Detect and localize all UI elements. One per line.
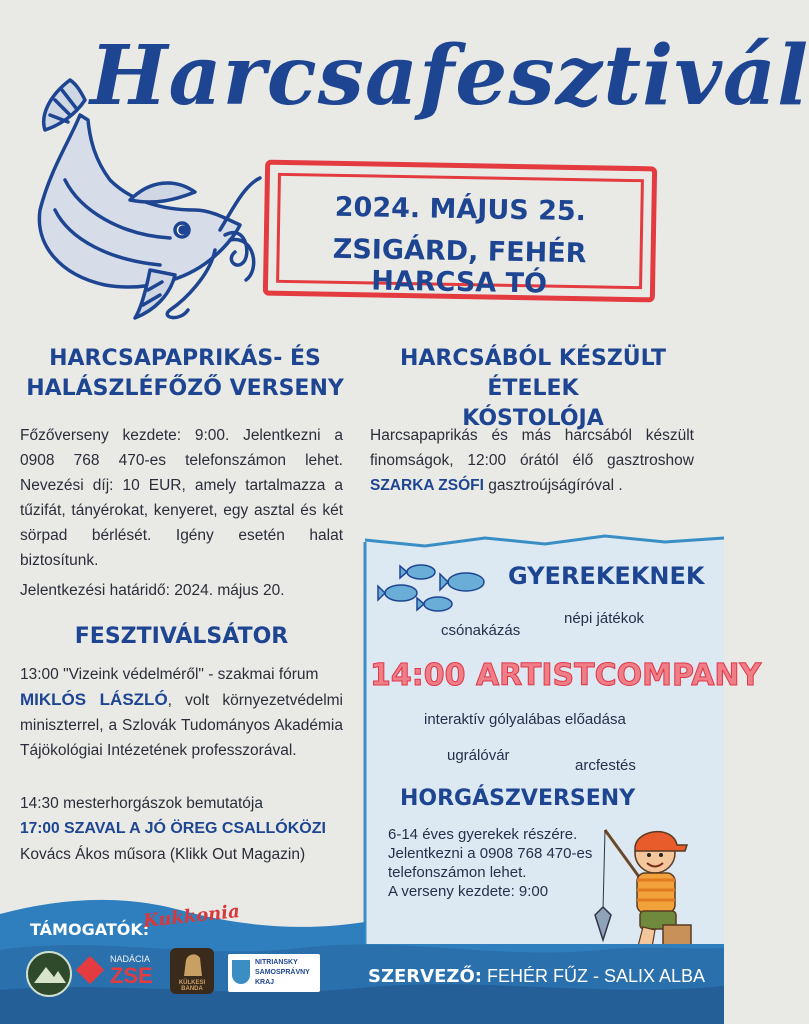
activity-folk-games: népi játékok	[564, 610, 645, 627]
tent-item-3-time: 17:00	[20, 820, 60, 837]
sponsors-label: TÁMOGATÓK:	[30, 920, 150, 939]
sponsor-zse-logo	[80, 954, 160, 990]
tasting-heading-line2: KÓSTOLÓJA	[462, 406, 604, 431]
sponsor-nsk-logo	[228, 954, 320, 992]
tent-speaker-description: , volt környezetvédelmi miniszterrel, a Szlovák Tudományos Akadémia Tájökológiai Intézetének professzorával.	[20, 692, 343, 759]
tent-speaker-name: MIKLÓS LÁSZLÓ	[20, 690, 168, 709]
date-location-stamp	[263, 160, 657, 303]
competition-heading	[20, 344, 350, 404]
kukkonia-logo: Kukkonia	[142, 900, 241, 933]
catfish-illustration	[10, 60, 270, 320]
tasting-highlight-name: SZARKA ZSÓFI	[370, 477, 484, 494]
horse-icon	[170, 948, 214, 982]
tent-item-1-detail	[20, 687, 343, 763]
event-location: ZSIGÁRD, FEHÉR HARCSA TÓ	[332, 233, 587, 300]
fishing-age: 6-14 éves gyerekek részére.	[388, 826, 578, 843]
event-date: 2024. MÁJUS 25.	[334, 191, 587, 228]
competition-heading-line2: HALÁSZLÉFŐZŐ VERSENY	[26, 376, 344, 401]
fishing-phone-cont: telefonszámon lehet.	[388, 864, 527, 881]
zse-diamond-icon	[76, 956, 104, 984]
artist-description: interaktív gólyalábas előadása	[424, 711, 626, 728]
zse-text: ZSE	[110, 963, 153, 988]
sponsor-kulkesi-banda-logo	[170, 948, 214, 994]
kulkesi-text: KÜLKESI BANDA	[178, 980, 206, 992]
tent-heading: FESZTIVÁLSÁTOR	[74, 624, 289, 649]
activity-face-painting: arcfestés	[575, 757, 636, 774]
sponsor-mountain-logo	[26, 951, 72, 997]
fishing-phone: Jelentkezni a 0908 768 470-es	[388, 845, 593, 862]
tent-item-3-detail: Kovács Ákos műsora (Klikk Out Magazin)	[20, 846, 306, 863]
nsk-line-1: NITRIANSKY	[255, 959, 298, 966]
tasting-heading	[368, 344, 698, 434]
kids-heading: GYEREKEKNEK	[508, 562, 705, 590]
tasting-text-end: gasztroújságíróval .	[488, 477, 623, 494]
tasting-heading-line1: HARCSÁBÓL KÉSZÜLT ÉTELEK	[399, 346, 667, 401]
competition-body: Főzőverseny kezdete: 9:00. Jelentkezni a 0908 768 470-es telefonszámon lehet. Nevezési díj: 10 EUR, amely tartalmazza a tűzifát, tányérokat, kenyeret, egy asztal és két sörpad bérlését. Igény esetén halat biztosítunk.	[20, 427, 343, 569]
tasting-text: Harcsapaprikás és más harcsából készült finomságok, 12:00 órától élő gasztroshow	[370, 427, 694, 469]
artist-company-headline: 14:00 ARTISTCOMPANY	[370, 658, 762, 693]
tent-item-2: 14:30 mesterhorgászok bemutatója	[20, 795, 263, 812]
tent-item-3-title: SZAVAL A JÓ ÖREG CSALLÓKÖZI	[63, 820, 326, 837]
tasting-body	[370, 423, 694, 498]
tent-item-3	[20, 816, 365, 841]
nsk-line-2: SAMOSPRÁVNY	[255, 969, 310, 976]
activity-bouncy-castle: ugrálóvár	[447, 747, 510, 764]
organizer-name: FEHÉR FŰZ - SALIX ALBA	[486, 966, 706, 986]
organizer	[368, 966, 705, 987]
fish-school-icon	[376, 560, 496, 615]
zse-nadacia: NADÁCIA	[110, 954, 151, 964]
fishing-competition-heading: HORGÁSZVERSENY	[400, 786, 636, 811]
organizer-label: SZERVEZŐ:	[368, 966, 482, 987]
water-wave-footer	[0, 880, 724, 1024]
fishing-start: A verseny kezdete: 9:00	[388, 883, 549, 900]
tent-item-1: 13:00 "Vizeink védelméről" - szakmai fórum	[20, 666, 319, 683]
festival-title: Harcsafesztivál	[90, 28, 809, 124]
competition-deadline: Jelentkezési határidő: 2024. május 20.	[20, 582, 285, 599]
nsk-line-3: KRAJ	[255, 979, 275, 986]
nsk-text	[255, 958, 310, 988]
competition-heading-line1: HARCSAPAPRIKÁS- ÉS	[49, 346, 321, 371]
mountain-icon	[28, 953, 70, 995]
activity-boating: csónakázás	[441, 622, 521, 639]
nsk-shield-icon	[232, 960, 250, 984]
